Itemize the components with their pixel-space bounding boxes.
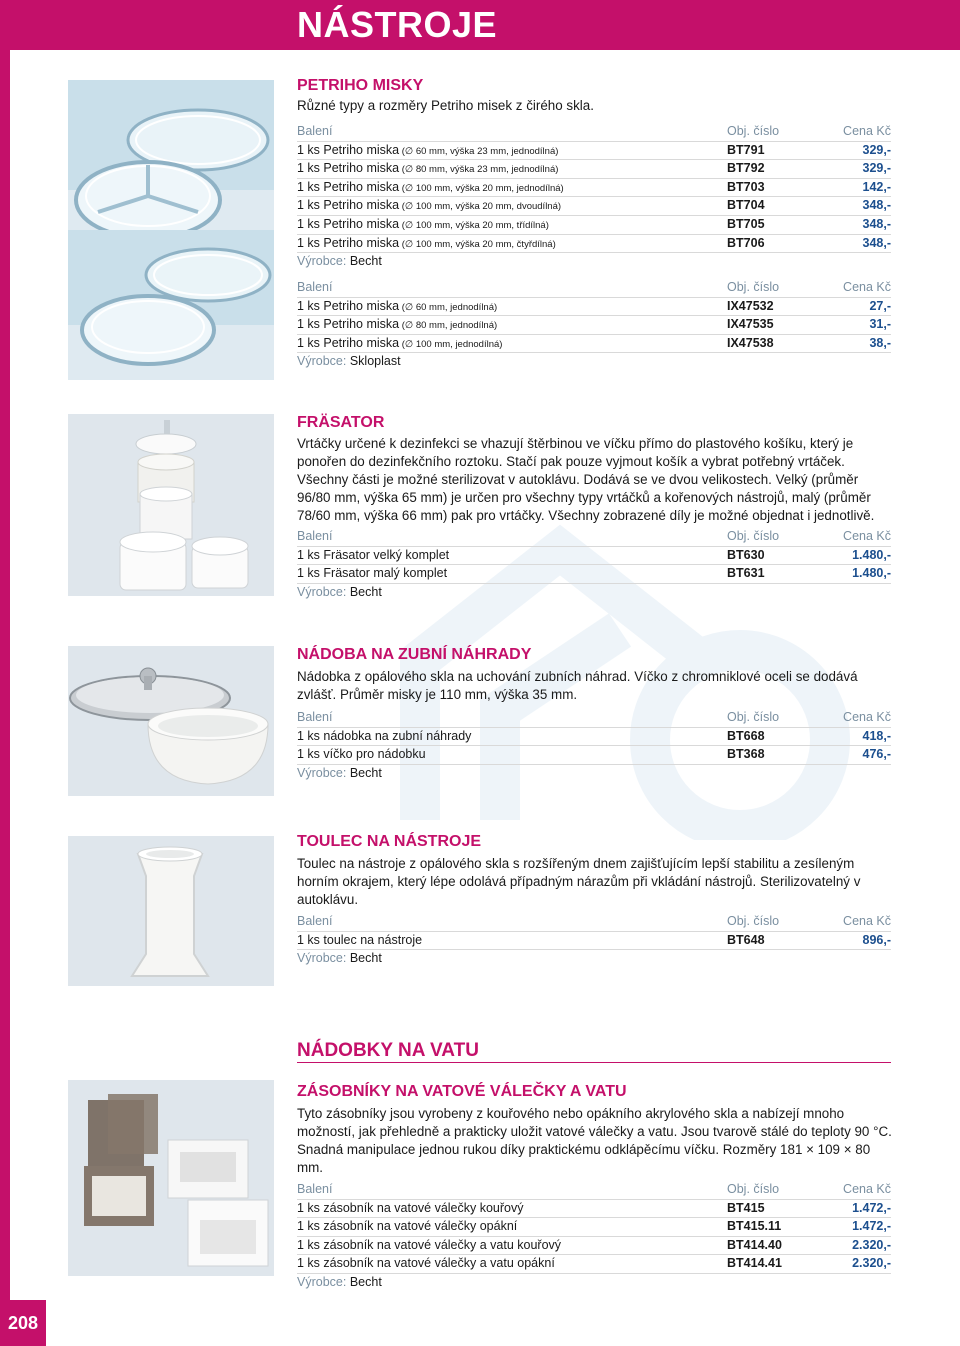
row-code: BT415.11 <box>727 1219 782 1234</box>
row-name: 1 ks Petriho miska <box>297 179 400 194</box>
row-price: 1.472,- <box>852 1219 891 1234</box>
row-name: 1 ks toulec na nástroje <box>297 932 423 947</box>
row-code: BT792 <box>727 161 765 176</box>
table-row <box>297 316 891 335</box>
row-name: 1 ks zásobník na vatové válečky a vatu opákní <box>297 1256 555 1271</box>
header-obj-cislo: Obj. číslo <box>727 529 780 543</box>
row-code: IX47538 <box>727 335 774 350</box>
section-rule <box>297 1062 891 1063</box>
row-name: 1 ks Fräsator velký komplet <box>297 547 450 562</box>
row-name: 1 ks Petriho miska <box>297 198 400 213</box>
manufacturer-line <box>297 253 891 271</box>
manufacturer-label: Výrobce: <box>297 254 347 269</box>
table-row <box>297 1255 891 1274</box>
section-desc-vata: Tyto zásobníky jsou vyrobeny z kouřového nebo opákního akrylového skla a nabízejí mnoho možností, jak přehledně a prakticky uložit vatové válečky a vatu. Jsou tvarově stálé do teploty 90 °C. Snadná manipulace jednou rukou díky praktickému odklápěcímu víčku. Rozměry 181 × 109 × 80 mm. <box>297 1106 892 1175</box>
manufacturer-value: Becht <box>349 951 382 966</box>
petri-dish-image-divided <box>68 80 274 250</box>
manufacturer-value: Becht <box>349 584 382 599</box>
row-price: 1.472,- <box>852 1200 891 1215</box>
row-name: 1 ks Petriho miska <box>297 298 400 313</box>
header-obj-cislo: Obj. číslo <box>727 124 780 138</box>
table-header <box>297 913 891 932</box>
row-code: BT414.40 <box>727 1237 782 1252</box>
row-price: 2.320,- <box>852 1256 891 1271</box>
section-title-frasator: FRÄSATOR <box>297 414 385 431</box>
petri-table-1 <box>297 123 891 271</box>
row-price: 329,- <box>862 161 891 176</box>
section-desc-frasator: Vrtáčky určené k dezinfekci se vhazují štěrbinou ve víčku přímo do plastového košíku, který je ponořen do dezinfekčního roztoku. Stačí pak pouze vyjmout košík a vybrat potřebný vrtáček. Všechny části je možné sterilizovat v autoklávu. Dodává se ve dvou velikostech. Velký (průměr 96/80 mm, výška 65 mm) je určen pro všechny typy vrtáčků a kořenových nástrojů, malý (průměr 78/60 mm, výška 66 mm) pak pro vrtáčky. Všechny zobrazené díly je možné objednat i jednotlivě. <box>297 436 875 523</box>
row-price: 348,- <box>862 235 891 250</box>
table-header <box>297 709 891 728</box>
table-row <box>297 1218 891 1237</box>
vata-table <box>297 1181 891 1292</box>
manufacturer-line <box>297 950 891 968</box>
table-row <box>297 728 891 747</box>
row-code: BT415 <box>727 1200 765 1215</box>
row-code: BT631 <box>727 566 765 581</box>
row-code: IX47532 <box>727 298 774 313</box>
row-name: 1 ks Petriho miska <box>297 317 400 332</box>
frasator-image <box>68 414 274 596</box>
header-cena: Cena Kč <box>843 914 891 928</box>
nadoba-table <box>297 709 891 782</box>
row-code: BT630 <box>727 547 765 562</box>
row-name: 1 ks zásobník na vatové válečky opákní <box>297 1219 518 1234</box>
row-code: BT414.41 <box>727 1256 782 1271</box>
table-row <box>297 547 891 566</box>
row-price: 27,- <box>869 298 891 313</box>
header-baleni: Balení <box>297 124 333 138</box>
toulec-table <box>297 913 891 968</box>
table-row <box>297 142 891 161</box>
table-row <box>297 932 891 951</box>
table-row <box>297 179 891 198</box>
petri-table-2 <box>297 279 891 371</box>
row-name: 1 ks Fräsator malý komplet <box>297 566 448 581</box>
table-row <box>297 1237 891 1256</box>
row-price: 142,- <box>862 179 891 194</box>
row-spec: (∅ 100 mm, výška 20 mm, čtyřdílná) <box>399 238 556 250</box>
header-baleni: Balení <box>297 529 333 543</box>
row-name: 1 ks zásobník na vatové válečky a vatu kouřový <box>297 1237 562 1252</box>
header-cena: Cena Kč <box>843 280 891 294</box>
section-subtitle-vata: ZÁSOBNÍKY NA VATOVÉ VÁLEČKY A VATU <box>297 1083 627 1100</box>
table-row <box>297 160 891 179</box>
section-title-nadoba: NÁDOBA NA ZUBNÍ NÁHRADY <box>297 646 532 663</box>
header-baleni: Balení <box>297 280 333 294</box>
header-obj-cislo: Obj. číslo <box>727 914 780 928</box>
header-baleni: Balení <box>297 914 333 928</box>
row-spec: (∅ 80 mm, jednodílná) <box>399 320 498 332</box>
row-spec: (∅ 100 mm, výška 20 mm, jednodílná) <box>399 182 564 194</box>
header-cena: Cena Kč <box>843 1182 891 1196</box>
header-baleni: Balení <box>297 1182 333 1196</box>
left-margin-strip <box>0 50 10 1300</box>
header-cena: Cena Kč <box>843 124 891 138</box>
manufacturer-label: Výrobce: <box>297 1274 347 1289</box>
page-title: NÁSTROJE <box>297 4 498 45</box>
manufacturer-value: Becht <box>349 1274 382 1289</box>
section-desc-nadoba: Nádobka z opálového skla na uchování zubních náhrad. Víčko z chromniklové oceli se dodává zvlášť. Průměr misky je 110 mm, výška 35 mm. <box>297 669 858 702</box>
row-code: BT791 <box>727 142 765 157</box>
row-price: 1.480,- <box>852 547 891 562</box>
manufacturer-value: Becht <box>349 765 382 780</box>
instrument-holder-image <box>68 836 274 986</box>
section-desc-toulec: Toulec na nástroje z opálového skla s rozšířeným dnem zajišťujícím lepší stabilitu a zesíleným horním okrajem, který lépe odolává případným nárazům při vkládání nástrojů. Sterilizovatelný v autoklávu. <box>297 856 861 907</box>
table-row <box>297 565 891 584</box>
table-header <box>297 279 891 298</box>
section-title-vata: NÁDOBKY NA VATU <box>297 1040 479 1061</box>
row-price: 348,- <box>862 216 891 231</box>
row-code: BT648 <box>727 932 765 947</box>
table-row <box>297 216 891 235</box>
manufacturer-value: Becht <box>349 254 382 269</box>
section-title-petri: PETRIHO MISKY <box>297 77 424 94</box>
row-name: 1 ks víčko pro nádobku <box>297 747 426 762</box>
row-spec: (∅ 80 mm, výška 23 mm, jednodílná) <box>399 164 559 176</box>
table-header <box>297 123 891 142</box>
row-price: 896,- <box>862 932 891 947</box>
row-name: 1 ks Petriho miska <box>297 335 400 350</box>
table-row <box>297 1200 891 1219</box>
table-row <box>297 335 891 354</box>
table-row <box>297 197 891 216</box>
denture-container-image <box>68 646 274 796</box>
row-spec: (∅ 100 mm, výška 20 mm, třídílná) <box>399 219 549 231</box>
row-code: BT706 <box>727 235 765 250</box>
section-desc-petri: Různé typy a rozměry Petriho misek z čirého skla. <box>297 98 594 113</box>
row-spec: (∅ 100 mm, jednodílná) <box>399 338 503 350</box>
row-spec: (∅ 100 mm, výška 20 mm, dvoudílná) <box>399 201 562 213</box>
row-code: BT705 <box>727 216 765 231</box>
header-obj-cislo: Obj. číslo <box>727 1182 780 1196</box>
row-spec: (∅ 60 mm, jednodílná) <box>399 301 498 313</box>
table-row <box>297 746 891 765</box>
frasator-table <box>297 528 891 601</box>
table-header <box>297 528 891 547</box>
manufacturer-line <box>297 765 891 783</box>
section-title-toulec: TOULEC NA NÁSTROJE <box>297 833 482 850</box>
header-baleni: Balení <box>297 710 333 724</box>
manufacturer-label: Výrobce: <box>297 765 347 780</box>
row-code: IX47535 <box>727 317 774 332</box>
page-number: 208 <box>0 1300 46 1346</box>
row-code: BT668 <box>727 728 765 743</box>
manufacturer-line <box>297 1274 891 1292</box>
row-name: 1 ks Petriho miska <box>297 216 400 231</box>
row-price: 2.320,- <box>852 1237 891 1252</box>
table-header <box>297 1181 891 1200</box>
manufacturer-label: Výrobce: <box>297 584 347 599</box>
cotton-dispenser-image <box>68 1080 274 1276</box>
header-cena: Cena Kč <box>843 710 891 724</box>
row-name: 1 ks Petriho miska <box>297 142 400 157</box>
header-obj-cislo: Obj. číslo <box>727 280 780 294</box>
row-code: BT703 <box>727 179 765 194</box>
manufacturer-line <box>297 353 891 371</box>
row-price: 348,- <box>862 198 891 213</box>
row-name: 1 ks Petriho miska <box>297 161 400 176</box>
manufacturer-label: Výrobce: <box>297 354 347 369</box>
row-name: 1 ks Petriho miska <box>297 235 400 250</box>
table-row <box>297 235 891 254</box>
row-price: 418,- <box>862 728 891 743</box>
manufacturer-value: Skloplast <box>349 354 401 369</box>
row-code: BT368 <box>727 747 765 762</box>
row-price: 38,- <box>869 335 891 350</box>
row-code: BT704 <box>727 198 765 213</box>
row-price: 1.480,- <box>852 566 891 581</box>
petri-dish-image-simple <box>68 230 274 380</box>
row-price: 329,- <box>862 142 891 157</box>
manufacturer-label: Výrobce: <box>297 951 347 966</box>
row-name: 1 ks zásobník na vatové válečky kouřový <box>297 1200 524 1215</box>
row-price: 476,- <box>862 747 891 762</box>
header-obj-cislo: Obj. číslo <box>727 710 780 724</box>
manufacturer-line <box>297 584 891 602</box>
row-name: 1 ks nádobka na zubní náhrady <box>297 728 472 743</box>
row-spec: (∅ 60 mm, výška 23 mm, jednodílná) <box>399 145 559 157</box>
table-row <box>297 298 891 317</box>
row-price: 31,- <box>869 317 891 332</box>
header-cena: Cena Kč <box>843 529 891 543</box>
